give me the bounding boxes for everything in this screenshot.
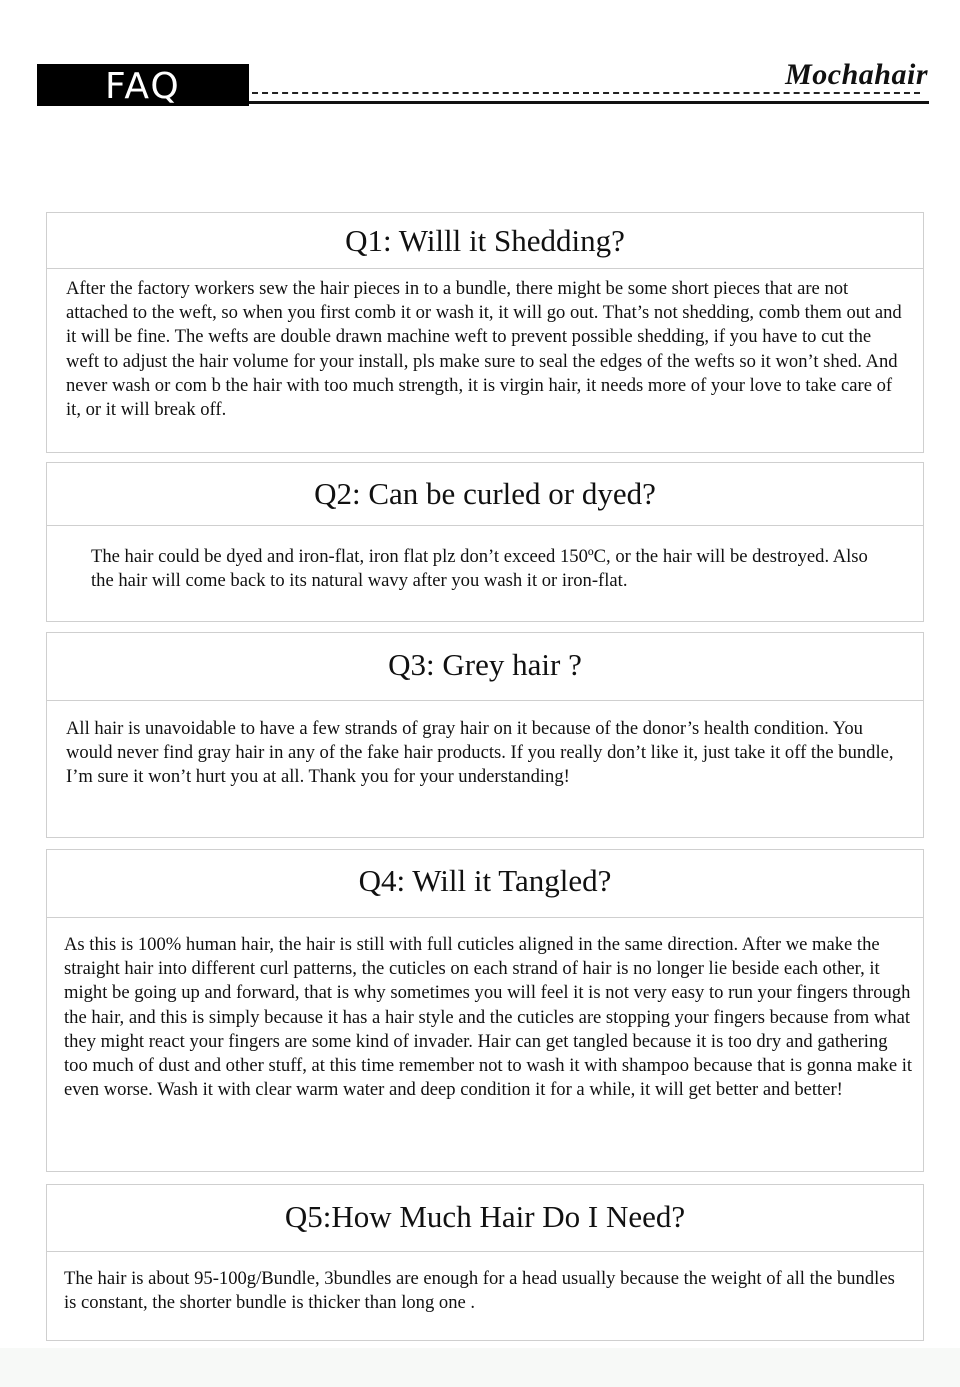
faq-card-q5 xyxy=(46,1184,924,1341)
header-dashed-divider xyxy=(252,92,920,94)
header-solid-divider xyxy=(249,101,929,104)
footer-band xyxy=(0,1348,960,1387)
page-header xyxy=(0,0,960,120)
faq-question: Q3: Grey hair ? xyxy=(47,633,923,701)
faq-card-q2 xyxy=(46,462,924,622)
brand-logo: Mochahair xyxy=(785,58,928,91)
faq-question: Q4: Will it Tangled? xyxy=(47,850,923,918)
faq-question: Q1: Willl it Shedding? xyxy=(47,213,923,269)
faq-card-q4 xyxy=(46,849,924,1172)
faq-question: Q5:How Much Hair Do I Need? xyxy=(47,1185,923,1252)
faq-card-q1 xyxy=(46,212,924,453)
faq-title: FAQ xyxy=(37,64,249,106)
faq-answer: As this is 100% human hair, the hair is still with full cuticles aligned in the same direction. After we make the straight hair into different curl patterns, the cuticles on each strand of hair is no longer lie beside each other, it might be going up and forward, that is why sometimes you will feel it is not very easy to run your fingers through the hair, and this is simply because it has a hair style and the cuticles are stopping your fingers because from what they might react your fingers are some kind of invader. Hair can get tangled because it is too dry and gathering too much of dust and other stuff, at this time remember not to wash it with shampoo because that is gonna make it even worse. Wash it with clear warm water and deep condition it for a while, it will get better and better! xyxy=(64,934,913,1101)
faq-answer: All hair is unavoidable to have a few strands of gray hair on it because of the donor’s health condition. You would never find gray hair in any of the fake hair products. If you really don’t like it, just take it off the bundle, I’m sure it won’t hurt you at all. Thank you for your understanding! xyxy=(66,718,894,788)
faq-answer: The hair could be dyed and iron-flat, iron flat plz don’t exceed 150ºC, or the hair will be destroyed. Also the hair will come back to its natural wavy after you wash it or iron-flat. xyxy=(91,546,868,592)
faq-question: Q2: Can be curled or dyed? xyxy=(47,463,923,526)
faq-answer: After the factory workers sew the hair pieces in to a bundle, there might be some short pieces that are not attached to the weft, so when you first comb it or wash it, it will go out. That’s not shedding, comb them out and it will be fine. The wefts are double drawn machine weft to prevent possible shedding, if you have to cut the weft to adjust the hair volume for your install, pls make sure to seal the edges of the wefts so it won’t shed. And never wash or com b the hair with too much strength, it is virgin hair, it needs more of your love to take care of it, or it will break off. xyxy=(66,278,902,421)
faq-card-q3 xyxy=(46,632,924,838)
faq-answer: The hair is about 95-100g/Bundle, 3bundles are enough for a head usually because the weight of all the bundles is constant, the shorter bundle is thicker than long one . xyxy=(64,1268,895,1314)
